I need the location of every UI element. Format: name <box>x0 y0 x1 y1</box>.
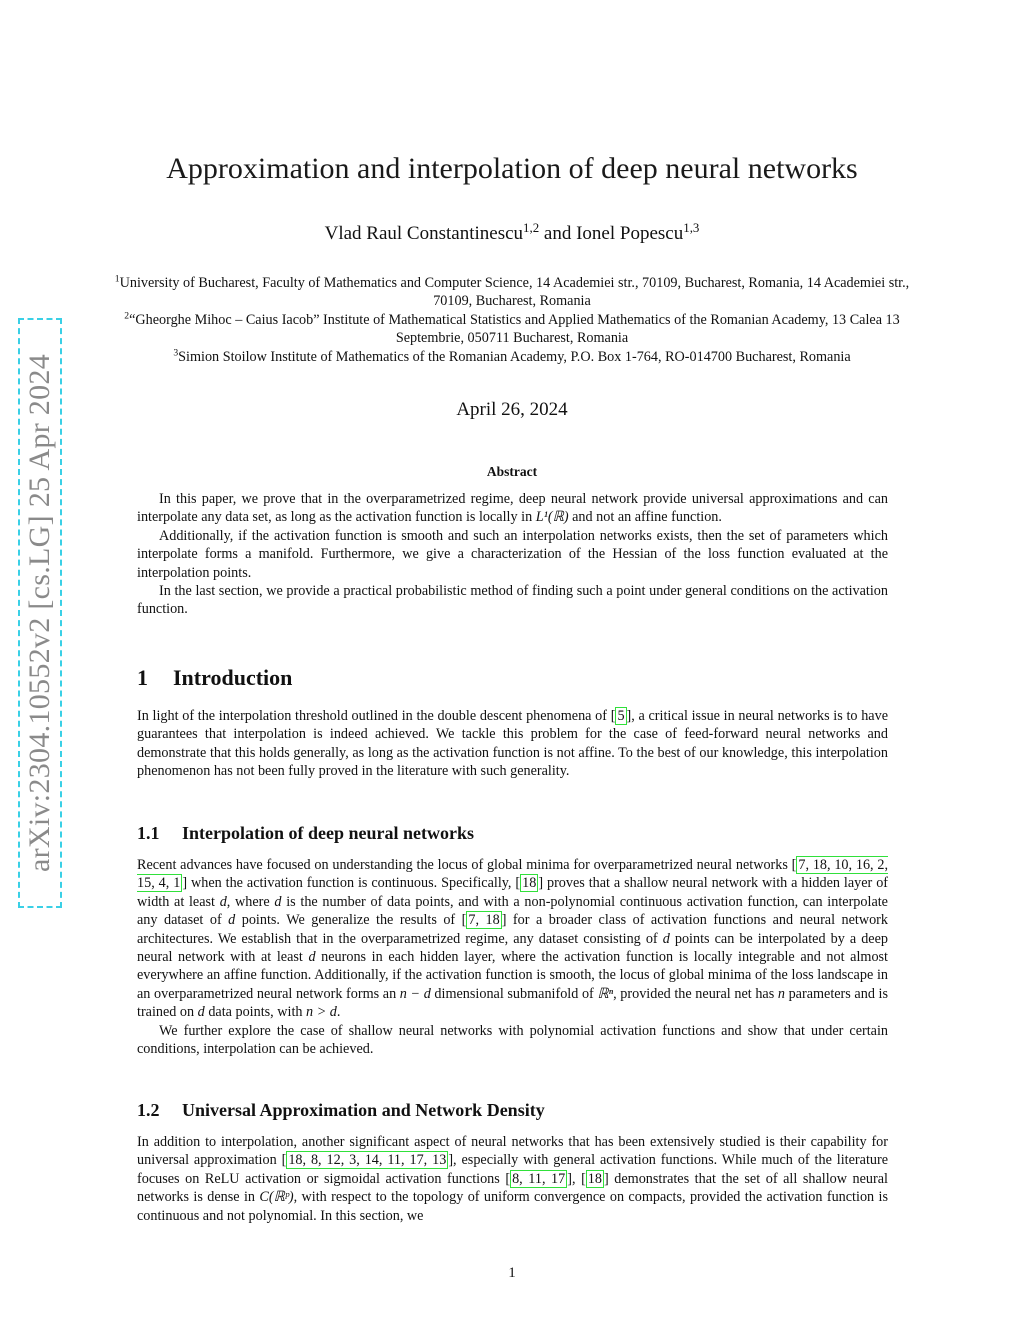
math-expression: d <box>228 912 236 929</box>
affiliation-sup: 1 <box>114 273 120 285</box>
author-affil-sup: 1,3 <box>683 219 700 235</box>
math-expression: d <box>197 1004 205 1021</box>
author-name: Vlad Raul Constantinescu <box>324 223 524 244</box>
body-text: , where <box>226 893 275 910</box>
paper-title: Approximation and interpolation of deep neural networks <box>166 152 858 185</box>
introduction-body <box>137 707 888 781</box>
body-text: In light of the interpolation threshold outlined in the double descent phenomena of [ <box>137 708 616 724</box>
citation-link[interactable]: 18 <box>587 1170 602 1187</box>
math-expression: d <box>662 930 670 947</box>
body-text: ], [ <box>567 1170 586 1187</box>
interpolation-body <box>137 856 888 1058</box>
subsection-heading-interpolation <box>137 823 474 844</box>
section-number: 1 <box>137 665 148 690</box>
affiliation-item <box>100 274 924 311</box>
body-paragraph: We further explore the case of shallow neural networks with polynomial activation functions and show that under certain conditions, interpolation can be achieved. <box>137 1022 888 1058</box>
body-text: ] proves that a shallow neural network with a hidden layer of width at least <box>137 875 889 910</box>
author-list <box>0 219 1024 245</box>
body-paragraph <box>137 1133 888 1225</box>
body-text: points. We generalize the results of [ <box>235 912 467 929</box>
body-text: , provided the neural net has <box>613 985 778 1002</box>
citation-link[interactable]: 18, 8, 12, 3, 14, 11, 17, 13 <box>288 1152 447 1169</box>
math-expression: L¹(ℝ) <box>535 509 569 526</box>
body-paragraph <box>137 707 888 781</box>
arxiv-id[interactable]: arXiv:2304.10552v2 [cs.LG] 25 Apr 2024 <box>23 353 57 873</box>
abstract-text: and not an affine function. <box>568 509 722 526</box>
section-title: Introduction <box>173 665 293 690</box>
abstract-paragraph <box>137 490 888 527</box>
math-expression: n − d <box>399 985 431 1002</box>
section-number: 1.2 <box>137 1100 160 1120</box>
section-heading-introduction <box>137 665 292 691</box>
abstract-paragraph: In the last section, we provide a practical probabilistic method of finding such a point under general conditions on the activation function. <box>137 583 888 618</box>
abstract-text: In this paper, we prove that in the overparametrized regime, deep neural network provide universal approximations and can interpolate any data set, as long as the activation function is locally in <box>137 491 888 526</box>
math-expression: ℝⁿ <box>597 985 614 1002</box>
section-number: 1.1 <box>137 823 160 843</box>
abstract-heading: Abstract <box>486 464 538 479</box>
body-text: ] when the activation function is continuous. Specifically, [ <box>182 875 521 892</box>
math-expression: C(ℝᵖ) <box>259 1189 294 1206</box>
affiliation-text: Simion Stoilow Institute of Mathematics of the Romanian Academy, P.O. Box 1-764, RO-014700 Bucharest, Romania <box>178 348 851 365</box>
body-text: points can be interpolated by a deep neural network with at least <box>137 930 888 966</box>
affiliation-sup: 3 <box>173 347 179 359</box>
citation-link[interactable]: 7, 18 <box>468 912 500 929</box>
affiliation-sup: 2 <box>124 310 130 322</box>
affiliation-item <box>100 311 924 348</box>
affiliation-item <box>100 348 924 366</box>
body-text: In addition to interpolation, another significant aspect of neural networks that has been extensively studied is their capability for universal approximation [ <box>137 1134 888 1169</box>
body-text: neurons in each hidden layer, where the activation function is locally integrable and not almost everywhere an affine function. Additionally, if the activation function is smooth, the locus of global minima of the loss landscape in an overparametrized neural network forms an <box>137 949 888 1002</box>
citation-link[interactable]: 5 <box>617 708 625 724</box>
math-expression: d <box>274 893 282 910</box>
universal-approximation-body <box>137 1133 888 1225</box>
author-conjunction: and <box>539 223 577 244</box>
body-text: ], especially with general activation functions. While much of the literature focuses on ReLU activation or sigmoidal activation functions [ <box>137 1152 888 1187</box>
section-title: Universal Approximation and Network Density <box>182 1100 545 1120</box>
math-expression: d <box>308 949 316 966</box>
citation-link[interactable]: 8, 11, 17 <box>512 1170 566 1187</box>
author-name: Ionel Popescu <box>576 223 684 244</box>
body-text: . <box>336 1004 341 1021</box>
body-text: is the number of data points, and with a non-polynomial continuous activation function, can interpolate any dataset of <box>137 893 888 929</box>
math-expression: n > d <box>306 1004 337 1021</box>
affiliation-text: University of Bucharest, Faculty of Mathematics and Computer Science, 14 Academiei str., 70109, Bucharest, Romania, 14 Academiei str., 70109, Bucharest, Romania <box>119 275 910 310</box>
abstract-body <box>137 490 888 619</box>
body-paragraph <box>137 856 888 1022</box>
subsection-heading-universal-approximation <box>137 1100 545 1121</box>
affiliation-text: “Gheorghe Mihoc – Caius Iacob” Institute of Mathematical Statistics and Applied Mathematics of the Romanian Academy, 13 Calea 13 Septembrie, 050711 Bucharest, Romania <box>129 311 900 347</box>
abstract-paragraph: Additionally, if the activation function is smooth and such an interpolation networks exists, then the set of parameters which interpolate forms a manifold. Furthermore, we give a characterization of the Hessian of the loss function evaluated at the interpolation points. <box>137 527 888 581</box>
body-text: Recent advances have focused on understanding the locus of global minima for overparametrized neural networks [ <box>137 857 797 873</box>
body-text: data points, with <box>204 1004 307 1021</box>
math-expression: n <box>777 985 785 1002</box>
citation-link[interactable]: 18 <box>522 875 537 892</box>
body-text: ], a critical issue in neural networks is to have guarantees that interpolation is indeed achieved. We tackle this problem for the case of feed-forward neural networks and demonstrate that this holds generally, as long as the activation function is not affine. To the best of our knowledge, this interpolation phenomenon has not been fully proved in the literature with such generality. <box>137 708 888 780</box>
body-text: ] for a broader class of activation functions and neural network architectures. We establish that in the overparametrized regime, any dataset consisting of <box>137 912 889 947</box>
body-text: dimensional submanifold of <box>430 985 598 1002</box>
page-number: 1 <box>508 1265 516 1281</box>
affiliations <box>100 274 924 366</box>
body-text: ] demonstrates that the set of all shallow neural networks is dense in <box>137 1170 888 1206</box>
math-expression: d <box>219 893 227 910</box>
citation-link[interactable]: 7, 18, 10, 16, 2, 15, 4, 1 <box>137 857 889 892</box>
body-text: parameters and is trained on <box>137 985 888 1021</box>
body-text: , with respect to the topology of uniform convergence on compacts, provided the activation function is continuous and not polynomial. In this section, we <box>137 1189 888 1224</box>
paper-date: April 26, 2024 <box>456 399 568 420</box>
section-title: Interpolation of deep neural networks <box>182 823 474 843</box>
author-affil-sup: 1,2 <box>523 219 540 235</box>
